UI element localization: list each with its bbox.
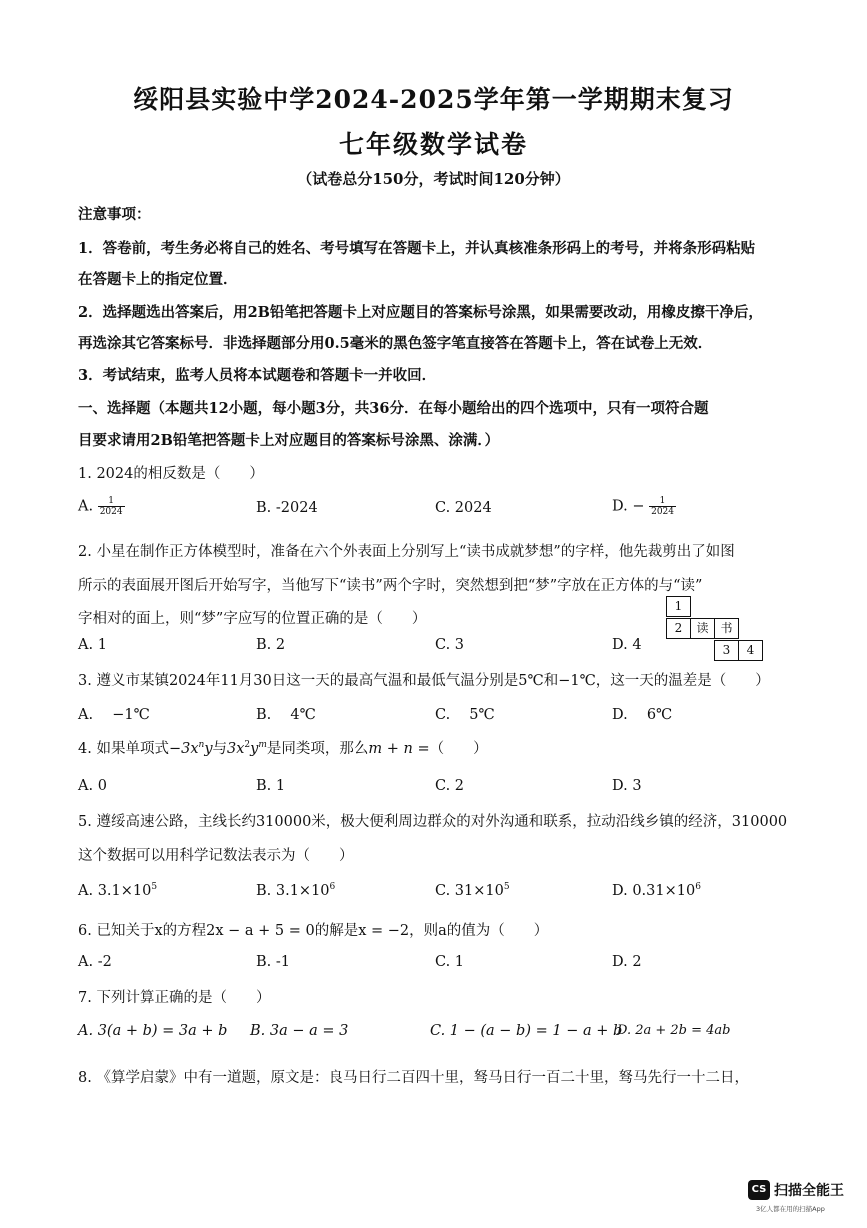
q3-option-c: C. 5℃ [435, 707, 495, 723]
section-1-line-2: 目要求请用2B铅笔把答题卡上对应题目的答案标号涂黑、涂满．） [78, 432, 500, 449]
q5-option-d: D. $0.31\times 10^6$ [612, 882, 701, 899]
q4-tail: （ ） [429, 741, 488, 757]
q4-monomial-2-y: y [250, 741, 259, 757]
q1-option-d-label: D. − [612, 498, 645, 515]
camscanner-tagline: 3亿人都在用的扫描App [756, 1205, 825, 1213]
exam-title: 绥阳县实验中学2024-2025学年第一学期期末复习 [133, 85, 734, 114]
q4-option-a: A. 0 [78, 778, 107, 794]
q1-option-d [612, 496, 676, 517]
section-1-line-1: 一、选择题（本题共12小题，每小题3分，共36分．在每小题给出的四个选项中，只有一项符合题 [78, 400, 709, 417]
q1-option-a [78, 496, 125, 517]
q3-option-b: B. 4℃ [256, 707, 316, 723]
q5-option-b: B. $3.1\times 10^6$ [256, 882, 336, 899]
q2-line-1: 2. 小星在制作正方体模型时，准备在六个外表面上分别写上“读书成就梦想”的字样，他先裁剪出了如图 [78, 544, 735, 560]
q1-stem: 1. 2024的相反数是（ ） [78, 466, 264, 482]
exam-subtitle-title: 七年级数学试卷 [338, 130, 528, 159]
q3-option-a: A. −1℃ [78, 707, 150, 723]
q4-pre: 4. 如果单项式 [78, 741, 169, 757]
q2-option-a: A. 1 [78, 637, 107, 653]
q2-line-2: 所示的表面展开图后开始写字，当他写下“读书”两个字时，突然想到把“梦”字放在正方体的与“读” [78, 578, 703, 594]
q1-option-d-fraction: $\frac{1}{2024}$ [651, 496, 674, 517]
notes-heading: 注意事项： [78, 206, 151, 223]
q6-option-c: C. 1 [435, 954, 465, 970]
camscanner-name: 扫描全能王 [774, 1183, 844, 1199]
q3-option-d: D. 6℃ [612, 707, 673, 723]
q4-option-d: D. 3 [612, 778, 642, 794]
note-1-line-1: 1．答卷前，考生务必将自己的姓名、考号填写在答题卡上，并认真核准条形码上的考号，并将条形码粘贴 [78, 240, 756, 257]
q4-monomial-1-y: y [204, 741, 213, 757]
q4-post: 是同类项，那么 [266, 741, 369, 757]
q7-stem: 7. 下列计算正确的是（ ） [78, 990, 271, 1006]
note-1-line-2: 在答题卡上的指定位置． [78, 271, 238, 288]
q4-monomial-1: −3x [168, 741, 199, 757]
q1-option-b: B. -2024 [256, 500, 318, 516]
q4-exp-n: n [198, 740, 205, 751]
q1-option-a-label: A. [78, 498, 94, 515]
q4-exp-m: m [258, 740, 267, 751]
note-2-line-2: 再选涂其它答案标号．非选择题部分用0.5毫米的黑色签字笔直接答在答题卡上，答在试卷上无效． [78, 335, 713, 352]
q5-option-c: C. $31\times 10^5$ [435, 882, 510, 899]
q7-option-d: D. 2a + 2b = 4ab [617, 1023, 731, 1038]
q6-option-b: B. -1 [256, 954, 290, 970]
q7-option-b: B. 3a − a = 3 [250, 1023, 349, 1039]
q6-stem: 6. 已知关于x的方程2x − a + 5 = 0的解是x = −2，则a的值为（ ） [78, 923, 549, 939]
q4-expression: m + n = [368, 741, 430, 757]
q4-stem [78, 737, 488, 758]
camscanner-logo-icon: CS [748, 1180, 770, 1200]
net-cell-2: 2 [666, 618, 691, 639]
exam-note: （试卷总分150分，考试时间120分钟） [297, 170, 570, 188]
q1-option-c: C. 2024 [435, 500, 492, 516]
q3-stem: 3. 遵义市某镇2024年11月30日这一天的最高气温和最低气温分别是5℃和−1℃，这一天的温差是（ ） [78, 673, 770, 689]
q4-exp-2: 2 [244, 740, 251, 751]
q8-line-1: 8. 《算学启蒙》中有一道题，原文是：良马日行二百四十里，驽马日行一百二十里，驽马先行一十二日， [78, 1070, 749, 1086]
net-cell-du: 读 [690, 618, 715, 639]
q4-option-b: B. 1 [256, 778, 286, 794]
net-cell-3: 3 [714, 640, 739, 661]
note-3: 3．考试结束，监考人员将本试题卷和答题卡一并收回． [78, 367, 437, 384]
q2-line-3: 字相对的面上，则“梦”字应写的位置正确的是（ ） [78, 611, 427, 627]
net-cell-4: 4 [738, 640, 763, 661]
q4-monomial-2: 3x [227, 741, 245, 757]
q5-option-a: A. $3.1\times 10^5$ [78, 882, 158, 899]
q4-option-c: C. 2 [435, 778, 465, 794]
q6-option-d: D. 2 [612, 954, 642, 970]
q7-option-c: C. 1 − (a − b) = 1 − a + b [430, 1023, 623, 1039]
camscanner-watermark [748, 1178, 848, 1218]
q2-option-d: D. 4 [612, 637, 642, 653]
q5-line-2: 这个数据可以用科学记数法表示为（ ） [78, 848, 354, 864]
q4-mid: 与 [212, 741, 228, 757]
q7-option-a: A. 3(a + b) = 3a + b [78, 1023, 228, 1039]
q5-line-1: 5. 遵绥高速公路，主线长约310000米，极大便利周边群众的对外沟通和联系，拉动沿线乡镇的经济，310000 [78, 814, 788, 830]
net-cell-1: 1 [666, 596, 691, 617]
q6-option-a: A. -2 [78, 954, 112, 970]
note-2-line-1: 2．选择题选出答案后，用2B铅笔把答题卡上对应题目的答案标号涂黑，如果需要改动，用橡皮擦干净后， [78, 304, 763, 321]
q1-option-a-fraction: $\frac{1}{2024}$ [99, 496, 123, 517]
q2-option-b: B. 2 [256, 637, 286, 653]
q2-option-c: C. 3 [435, 637, 465, 653]
net-cell-shu: 书 [714, 618, 739, 639]
